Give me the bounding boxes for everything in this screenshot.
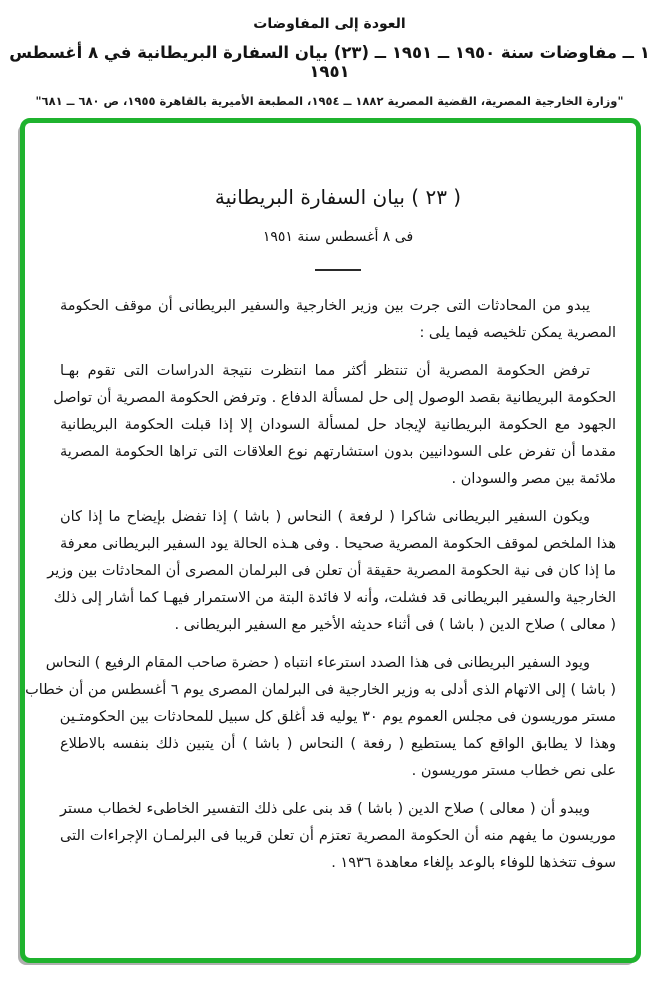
text-line: ( باشا ) إلى الاتهام الذى أدلى به وزير الخارجية فى البرلمان المصرى يوم ٦ أغسطس من أن خطاب xyxy=(25,682,616,698)
document-body xyxy=(25,293,616,877)
paragraph xyxy=(25,650,616,785)
text-line: الخارجية والسفير البريطانى قد فشلت، وأنه لا فائدة البتة من الاستمرار فيهـا كما أشار إلى ذلك xyxy=(53,590,616,606)
paragraph xyxy=(53,358,616,493)
header-line-1: العودة إلى المفاوضات xyxy=(253,16,406,32)
page-header xyxy=(0,16,659,108)
text-line: مستر موريسون فى مجلس العموم يوم ٣٠ يوليه قد أغلق كل سبيل للمحادثات بين الحكومتـين xyxy=(59,709,616,725)
text-line: ما إذا كان فى نية الحكومة المصرية حقيقة أن تعلن فى البرلمان المصرى أن المحادثات بين وزير xyxy=(47,563,616,579)
paragraph xyxy=(60,796,616,877)
title-divider xyxy=(315,269,361,271)
doc-subtitle: فى ٨ أغسطس سنة ١٩٥١ xyxy=(262,229,414,245)
text-line: ملائمة بين مصر والسودان . xyxy=(451,471,616,487)
text-line: هذا الملخص لموقف الحكومة المصرية صحيحا . وفى هـذه الحالة يود السفير البريطانى معرفة xyxy=(60,536,616,552)
header-line-2: ١ ــ مفاوضات سنة ١٩٥٠ ــ ١٩٥١ ــ (٢٣) بيان السفارة البريطانية في ٨ أغسطس ١٩٥١ xyxy=(9,43,650,81)
text-line: موريسون ما يفهم منه أن الحكومة المصرية تعتزم أن تعلن قريبا فى البرلمـان الإجراءات التى xyxy=(60,828,616,844)
text-line: ويكون السفير البريطانى شاكرا ( لرفعة ) النحاس ( باشا ) إذا تفضل بإيضاح ما إذا كان xyxy=(60,509,590,525)
doc-title: ( ٢٣ ) بيان السفارة البريطانية xyxy=(214,185,462,209)
scan-frame xyxy=(20,118,641,963)
text-line: سوف تتخذها للوفاء بالوعد بإلغاء معاهدة ١٩٣٦ . xyxy=(331,855,616,871)
text-line: الحكومة البريطانية بقصد الوصول إلى حل لمسألة الدفاع . وترفض الحكومة المصرية أن تواصل xyxy=(53,390,616,406)
paragraph xyxy=(47,504,616,639)
text-line: المصرية يمكن تلخيصه فيما يلى : xyxy=(419,325,616,341)
text-line: الجهود مع الحكومة البريطانية لإيجاد حل لمسألة السودان إلا إذا قبلت الحكومة البريطانية xyxy=(60,417,616,433)
text-line: يبدو من المحادثات التى جرت بين وزير الخارجية والسفير البريطانى أن موقف الحكومة xyxy=(60,298,590,314)
text-line: ويود السفير البريطانى فى هذا الصدد استرعاء انتباه ( حضرة صاحب المقام الرفيع ) النحاس xyxy=(45,655,590,671)
text-line: ترفض الحكومة المصرية أن تنتظر أكثر مما انتظرت نتيجة الدراسات التى تقوم بهـا xyxy=(60,363,590,379)
paragraph xyxy=(60,293,616,347)
text-line: وهذا لا يطابق الواقع كما يستطيع ( رفعة ) النحاس ( باشا ) أن يتبين ذلك بنفسه بالاطلاع xyxy=(60,736,616,752)
text-line: على نص خطاب مستر موريسون . xyxy=(411,763,616,779)
text-line: مقدما أن تفرض على السودانيين بدون استشارتهم نوع العلاقات التى تراها الحكومة المصرية xyxy=(60,444,616,460)
text-line: ( معالى ) صلاح الدين ( باشا ) فى أثناء حديثه الأخير مع السفير البريطانى . xyxy=(174,617,616,633)
text-line: ويبدو أن ( معالى ) صلاح الدين ( باشا ) قد بنى على ذلك التفسير الخاطىء لخطاب مستر xyxy=(60,801,590,817)
document xyxy=(25,123,636,877)
header-line-3: "وزارة الخارجية المصرية، القضية المصرية ١٨٨٢ ــ ١٩٥٤، المطبعة الأميرية بالقاهرة ١٩٥٥، ص ٦٨٠ ــ ٦٨١" xyxy=(35,94,624,108)
